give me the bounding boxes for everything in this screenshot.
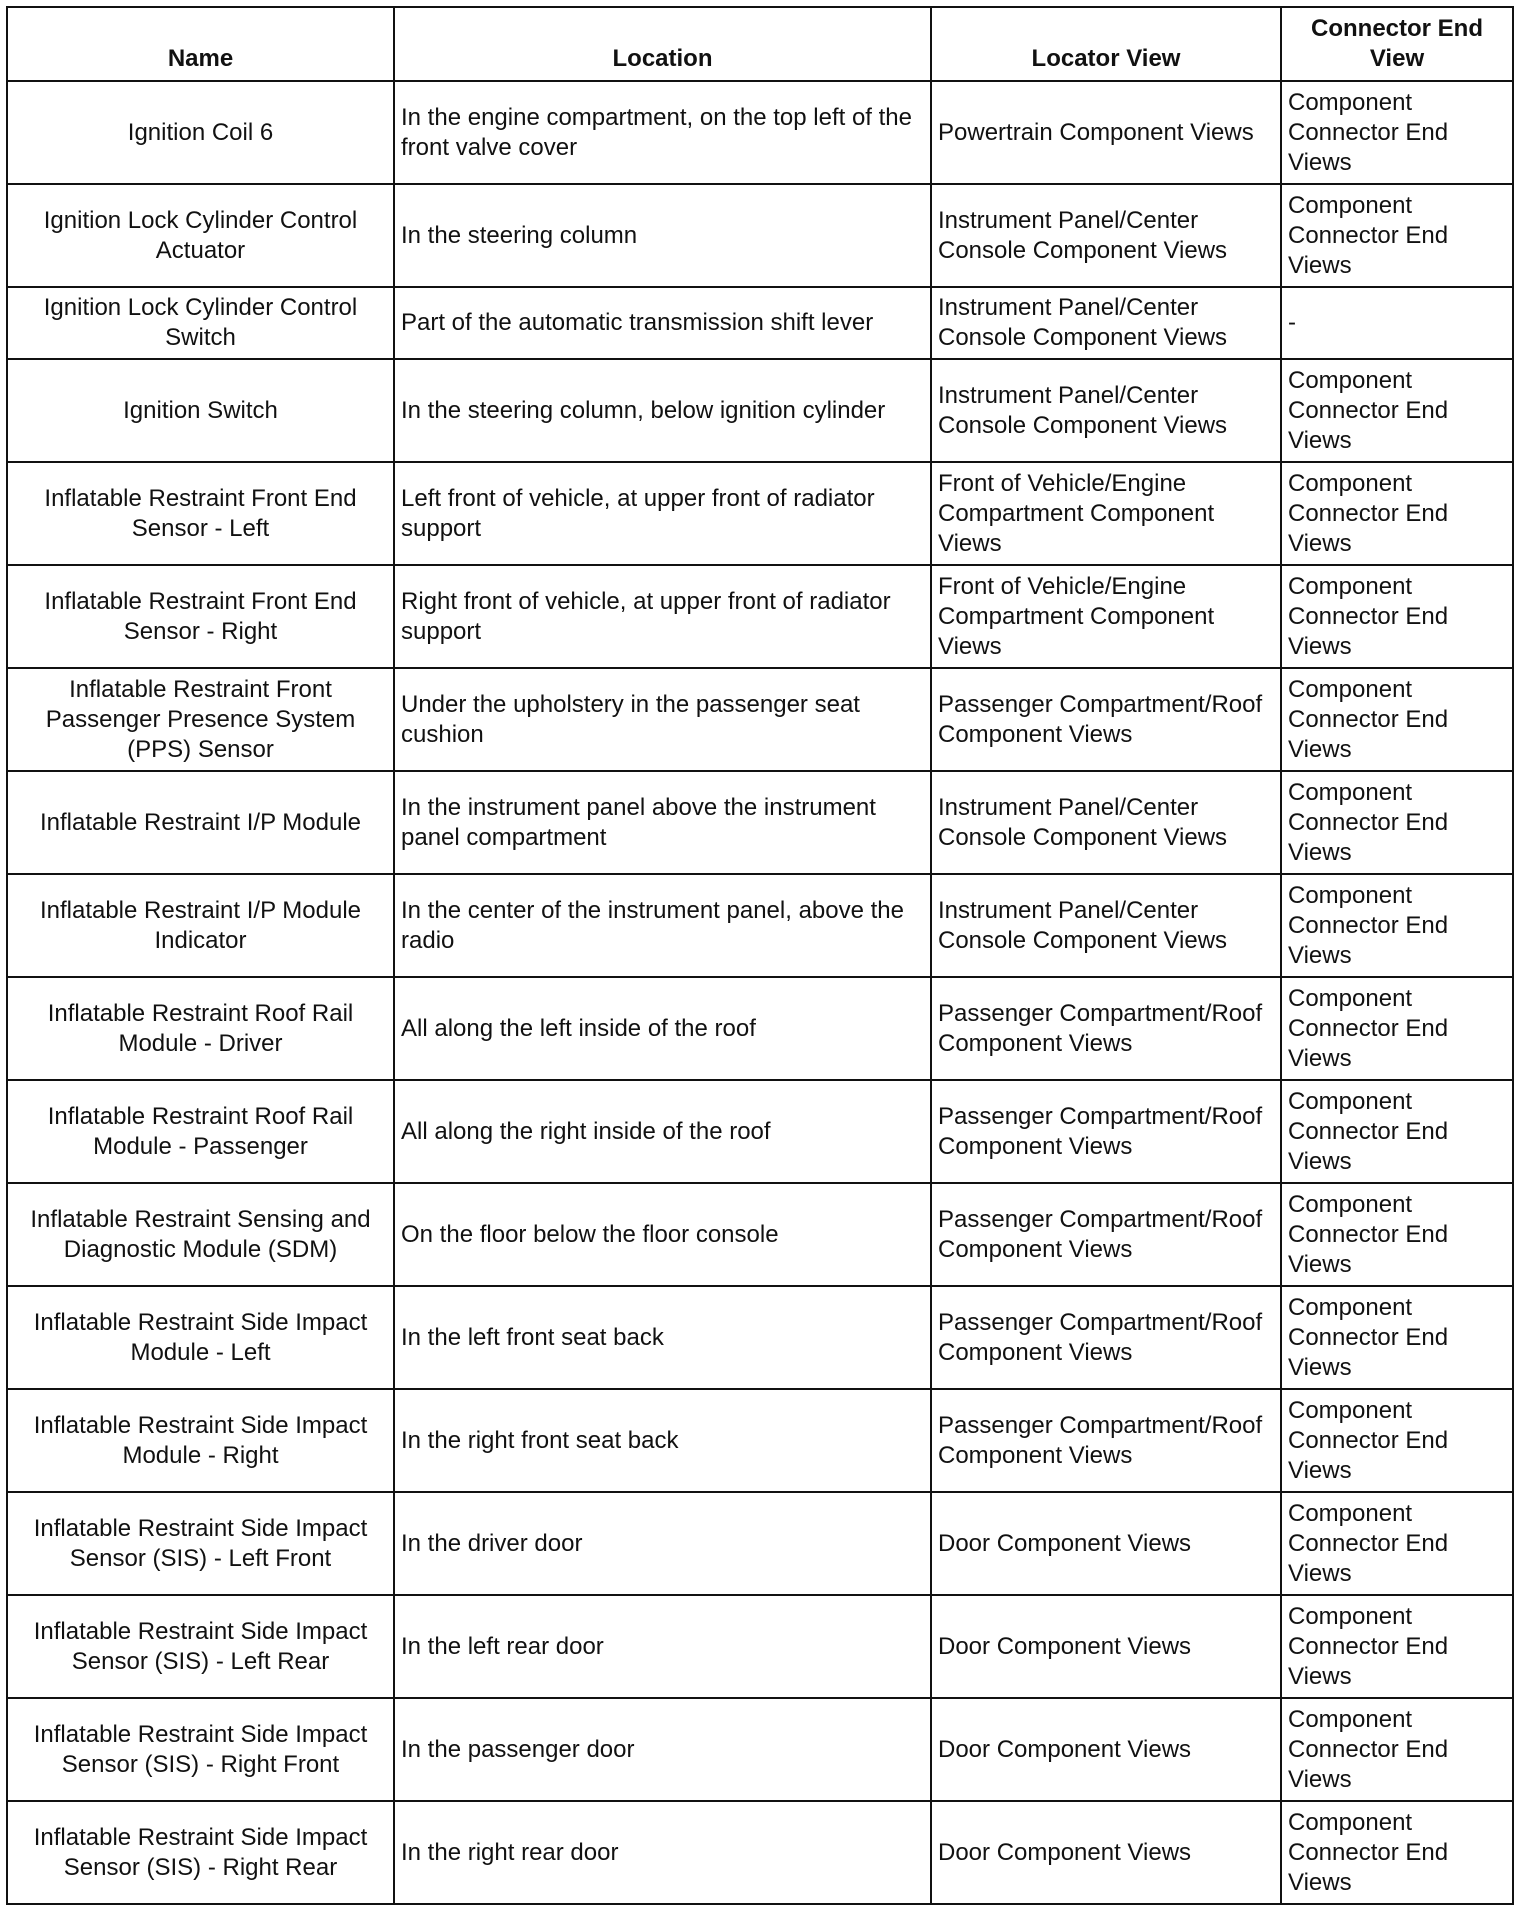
cell-locator-view: Passenger Compartment/Roof Component Views [931, 668, 1281, 771]
cell-location: In the steering column [394, 184, 931, 287]
cell-location: In the left rear door [394, 1595, 931, 1698]
cell-locator-view: Instrument Panel/Center Console Component Views [931, 874, 1281, 977]
cell-location: In the right front seat back [394, 1389, 931, 1492]
table-row [7, 81, 1513, 184]
cell-connector-end-view: Component Connector End Views [1281, 462, 1513, 565]
cell-locator-view: Door Component Views [931, 1595, 1281, 1698]
cell-connector-end-view: Component Connector End Views [1281, 668, 1513, 771]
cell-location: In the center of the instrument panel, above the radio [394, 874, 931, 977]
cell-connector-end-view: Component Connector End Views [1281, 1801, 1513, 1904]
table-row [7, 184, 1513, 287]
cell-location: In the engine compartment, on the top left of the front valve cover [394, 81, 931, 184]
cell-name: Ignition Lock Cylinder Control Actuator [7, 184, 394, 287]
cell-locator-view: Door Component Views [931, 1801, 1281, 1904]
cell-locator-view: Powertrain Component Views [931, 81, 1281, 184]
cell-locator-view: Passenger Compartment/Roof Component Views [931, 1286, 1281, 1389]
cell-connector-end-view: - [1281, 287, 1513, 359]
cell-connector-end-view: Component Connector End Views [1281, 1595, 1513, 1698]
cell-locator-view: Front of Vehicle/Engine Compartment Component Views [931, 462, 1281, 565]
cell-location: In the passenger door [394, 1698, 931, 1801]
cell-connector-end-view: Component Connector End Views [1281, 771, 1513, 874]
cell-name: Inflatable Restraint I/P Module [7, 771, 394, 874]
cell-locator-view: Instrument Panel/Center Console Component Views [931, 287, 1281, 359]
cell-connector-end-view: Component Connector End Views [1281, 1286, 1513, 1389]
cell-connector-end-view: Component Connector End Views [1281, 1183, 1513, 1286]
cell-location: On the floor below the floor console [394, 1183, 931, 1286]
cell-name: Inflatable Restraint Front End Sensor - Right [7, 565, 394, 668]
cell-location: In the left front seat back [394, 1286, 931, 1389]
cell-location: In the driver door [394, 1492, 931, 1595]
cell-connector-end-view: Component Connector End Views [1281, 184, 1513, 287]
cell-connector-end-view: Component Connector End Views [1281, 359, 1513, 462]
table-row [7, 565, 1513, 668]
table-row [7, 1492, 1513, 1595]
cell-connector-end-view: Component Connector End Views [1281, 565, 1513, 668]
table-row [7, 1183, 1513, 1286]
table-row [7, 874, 1513, 977]
component-locator-table [6, 6, 1514, 1905]
cell-connector-end-view: Component Connector End Views [1281, 1389, 1513, 1492]
cell-location: Part of the automatic transmission shift lever [394, 287, 931, 359]
cell-connector-end-view: Component Connector End Views [1281, 874, 1513, 977]
cell-connector-end-view: Component Connector End Views [1281, 81, 1513, 184]
cell-connector-end-view: Component Connector End Views [1281, 977, 1513, 1080]
cell-locator-view: Passenger Compartment/Roof Component Views [931, 1080, 1281, 1183]
header-locator-view: Locator View [931, 7, 1281, 81]
cell-name: Ignition Coil 6 [7, 81, 394, 184]
cell-location: Under the upholstery in the passenger seat cushion [394, 668, 931, 771]
table-row [7, 771, 1513, 874]
cell-name: Inflatable Restraint Front End Sensor - Left [7, 462, 394, 565]
table-row [7, 1698, 1513, 1801]
cell-name: Inflatable Restraint Sensing and Diagnostic Module (SDM) [7, 1183, 394, 1286]
cell-name: Inflatable Restraint Side Impact Module - Left [7, 1286, 394, 1389]
cell-location: All along the left inside of the roof [394, 977, 931, 1080]
table-row [7, 462, 1513, 565]
table-row [7, 1389, 1513, 1492]
cell-location: In the instrument panel above the instrument panel compartment [394, 771, 931, 874]
cell-name: Ignition Lock Cylinder Control Switch [7, 287, 394, 359]
table-row [7, 1080, 1513, 1183]
cell-locator-view: Instrument Panel/Center Console Component Views [931, 359, 1281, 462]
cell-locator-view: Passenger Compartment/Roof Component Views [931, 977, 1281, 1080]
cell-connector-end-view: Component Connector End Views [1281, 1698, 1513, 1801]
header-location: Location [394, 7, 931, 81]
table-row [7, 668, 1513, 771]
cell-location: In the steering column, below ignition cylinder [394, 359, 931, 462]
cell-locator-view: Door Component Views [931, 1492, 1281, 1595]
cell-name: Inflatable Restraint Side Impact Sensor (SIS) - Right Rear [7, 1801, 394, 1904]
cell-name: Inflatable Restraint Side Impact Sensor (SIS) - Right Front [7, 1698, 394, 1801]
cell-location: Right front of vehicle, at upper front of radiator support [394, 565, 931, 668]
cell-location: All along the right inside of the roof [394, 1080, 931, 1183]
table-row [7, 1286, 1513, 1389]
cell-name: Inflatable Restraint Front Passenger Presence System (PPS) Sensor [7, 668, 394, 771]
cell-locator-view: Passenger Compartment/Roof Component Views [931, 1183, 1281, 1286]
table-row [7, 1801, 1513, 1904]
cell-connector-end-view: Component Connector End Views [1281, 1080, 1513, 1183]
cell-name: Inflatable Restraint Side Impact Sensor (SIS) - Left Rear [7, 1595, 394, 1698]
cell-locator-view: Door Component Views [931, 1698, 1281, 1801]
cell-name: Inflatable Restraint I/P Module Indicator [7, 874, 394, 977]
cell-connector-end-view: Component Connector End Views [1281, 1492, 1513, 1595]
cell-locator-view: Front of Vehicle/Engine Compartment Component Views [931, 565, 1281, 668]
cell-name: Inflatable Restraint Side Impact Sensor (SIS) - Left Front [7, 1492, 394, 1595]
cell-name: Ignition Switch [7, 359, 394, 462]
cell-locator-view: Passenger Compartment/Roof Component Views [931, 1389, 1281, 1492]
cell-locator-view: Instrument Panel/Center Console Component Views [931, 184, 1281, 287]
table-row [7, 359, 1513, 462]
header-connector-end-view: Connector End View [1281, 7, 1513, 81]
cell-location: In the right rear door [394, 1801, 931, 1904]
cell-name: Inflatable Restraint Side Impact Module - Right [7, 1389, 394, 1492]
cell-name: Inflatable Restraint Roof Rail Module - Driver [7, 977, 394, 1080]
table-row [7, 977, 1513, 1080]
table-row [7, 287, 1513, 359]
table-body [7, 81, 1513, 1904]
cell-location: Left front of vehicle, at upper front of radiator support [394, 462, 931, 565]
header-row [7, 7, 1513, 81]
table-row [7, 1595, 1513, 1698]
cell-name: Inflatable Restraint Roof Rail Module - Passenger [7, 1080, 394, 1183]
cell-locator-view: Instrument Panel/Center Console Component Views [931, 771, 1281, 874]
header-name: Name [7, 7, 394, 81]
